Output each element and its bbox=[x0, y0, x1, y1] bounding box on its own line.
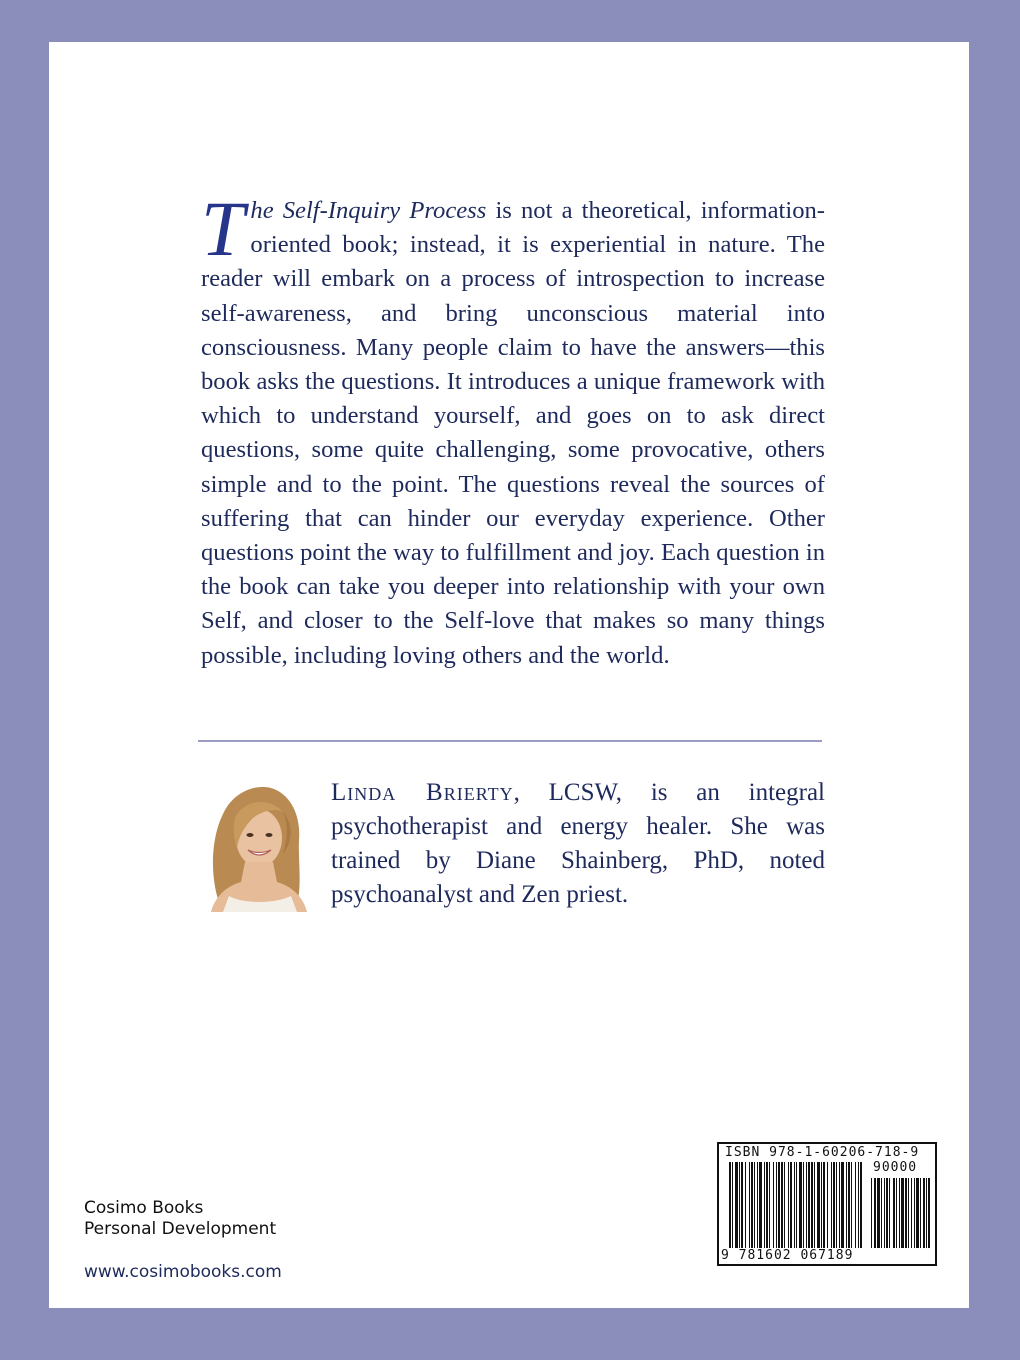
description-text: is not a theoretical, information-oriented book; instead, it is experiential in nature. The reader will embark on a process of introspection to increase self-awareness, and bring unconscious material into consciousness. Many people claim to have the answers—this book asks the questions. It introduces a unique framework with which to understand yourself, and goes on to ask direct questions, some quite challenging, some provocative, others simple and to the point. The questions reveal the sources of suffering that can hinder our everyday experience. Other questions point the way to fulfillment and joy. Each question in the book can take you deeper into relationship with your own Self, and closer to the Self-love that makes so many things possible, including loving others and the world. bbox=[201, 197, 825, 669]
publisher-info bbox=[84, 1198, 276, 1240]
author-bio bbox=[331, 776, 825, 912]
author-bio-text: , LCSW, is an integral psychotherapist and energy healer. She was trained by Diane Shainberg, PhD, noted psychoanalyst and Zen priest. bbox=[331, 779, 825, 908]
ean-number: 9 781602 067189 bbox=[721, 1248, 854, 1263]
isbn-barcode bbox=[717, 1142, 937, 1266]
publisher-url: www.cosimobooks.com bbox=[84, 1262, 282, 1282]
author-photo bbox=[199, 778, 313, 912]
publisher-name: Cosimo Books bbox=[84, 1198, 204, 1218]
drop-cap: T bbox=[201, 185, 245, 272]
book-title-italic: he Self-Inquiry Process bbox=[250, 197, 487, 224]
price-code: 90000 bbox=[873, 1160, 918, 1175]
author-name: Linda Brierty bbox=[331, 779, 514, 806]
book-description bbox=[201, 185, 825, 673]
book-category: Personal Development bbox=[84, 1219, 277, 1239]
isbn-number: ISBN 978-1-60206-718-9 bbox=[725, 1145, 920, 1160]
section-divider bbox=[198, 740, 822, 742]
back-cover bbox=[49, 42, 969, 1308]
